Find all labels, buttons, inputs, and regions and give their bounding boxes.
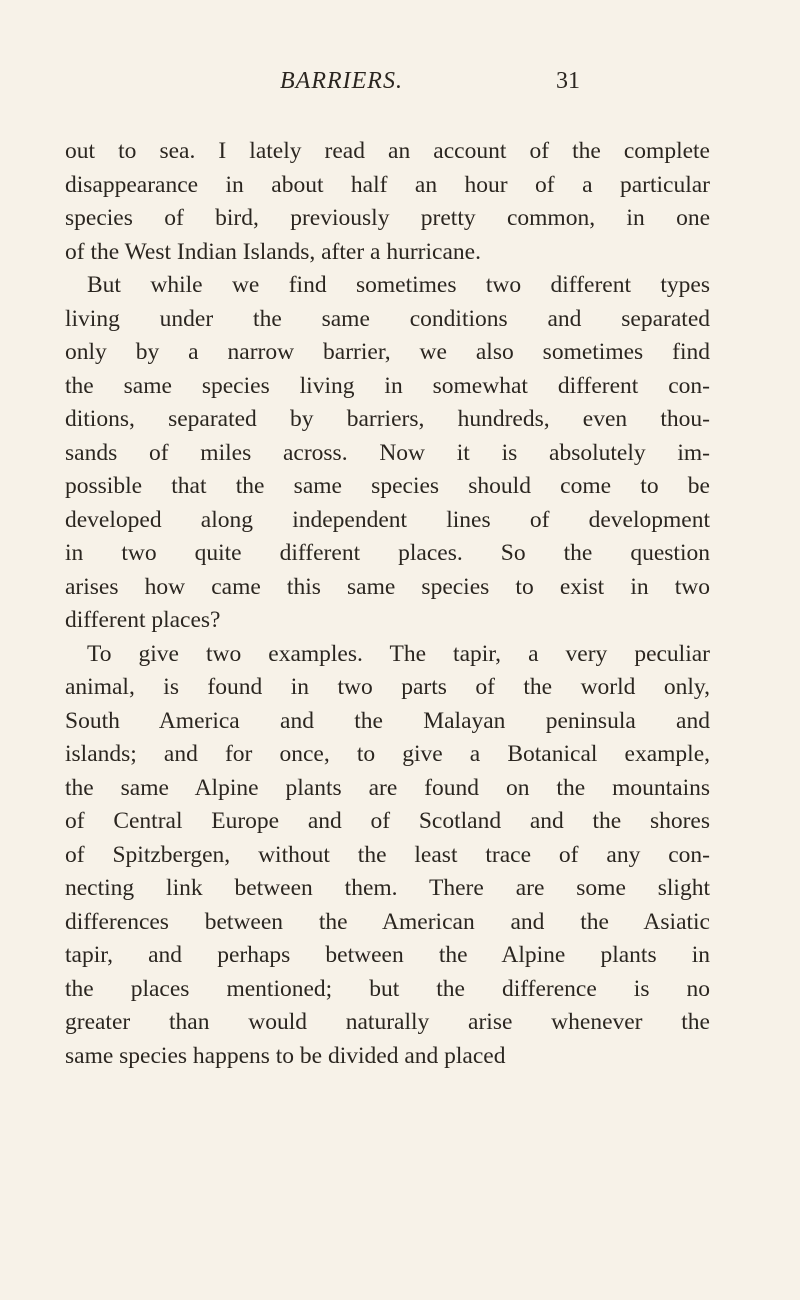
body-text [65,135,710,1073]
running-head-title: BARRIERS. [280,68,403,94]
text-line: the same species living in somewhat different con- [65,372,710,399]
text-line: disappearance in about half an hour of a particular [65,171,710,198]
text-line: species of bird, previously pretty common, in one [65,205,710,231]
text-line: animal, is found in two parts of the world only, [65,674,710,700]
text-line: To give two examples. The tapir, a very peculiar [87,640,710,667]
text-line: arises how came this same species to exist in two [65,573,710,600]
text-line: sands of miles across. Now it is absolutely im- [65,439,710,466]
page-number: 31 [556,68,580,94]
text-line: developed along independent lines of development [65,506,710,533]
text-line: greater than would naturally arise whenever the [65,1009,710,1035]
text-line: out to sea. I lately read an account of the complete [65,138,710,164]
text-line: same species happens to be divided and placed [65,1042,506,1069]
text-line: in two quite different places. So the question [65,540,710,566]
text-line: the places mentioned; but the difference is no [65,975,710,1002]
text-line: of Central Europe and of Scotland and the shores [65,808,710,834]
text-line: the same Alpine plants are found on the mountains [65,774,710,801]
text-line: different places? [65,607,221,633]
text-line: possible that the same species should come to be [65,473,710,499]
text-line: tapir, and perhaps between the Alpine plants in [65,942,710,968]
text-line: of Spitzbergen, without the least trace of any con- [65,841,710,868]
text-line: ditions, separated by barriers, hundreds, even thou- [65,406,710,432]
running-head [0,50,800,110]
text-line: of the West Indian Islands, after a hurricane. [65,238,481,265]
text-line: necting link between them. There are some slight [65,875,710,901]
text-line: only by a narrow barrier, we also sometimes find [65,339,710,365]
text-line: But while we find sometimes two different types [87,272,710,298]
text-line: islands; and for once, to give a Botanical example, [65,741,710,767]
text-line: differences between the American and the Asiatic [65,908,710,935]
text-line: South America and the Malayan peninsula and [65,707,710,734]
text-line: living under the same conditions and separated [65,305,710,332]
